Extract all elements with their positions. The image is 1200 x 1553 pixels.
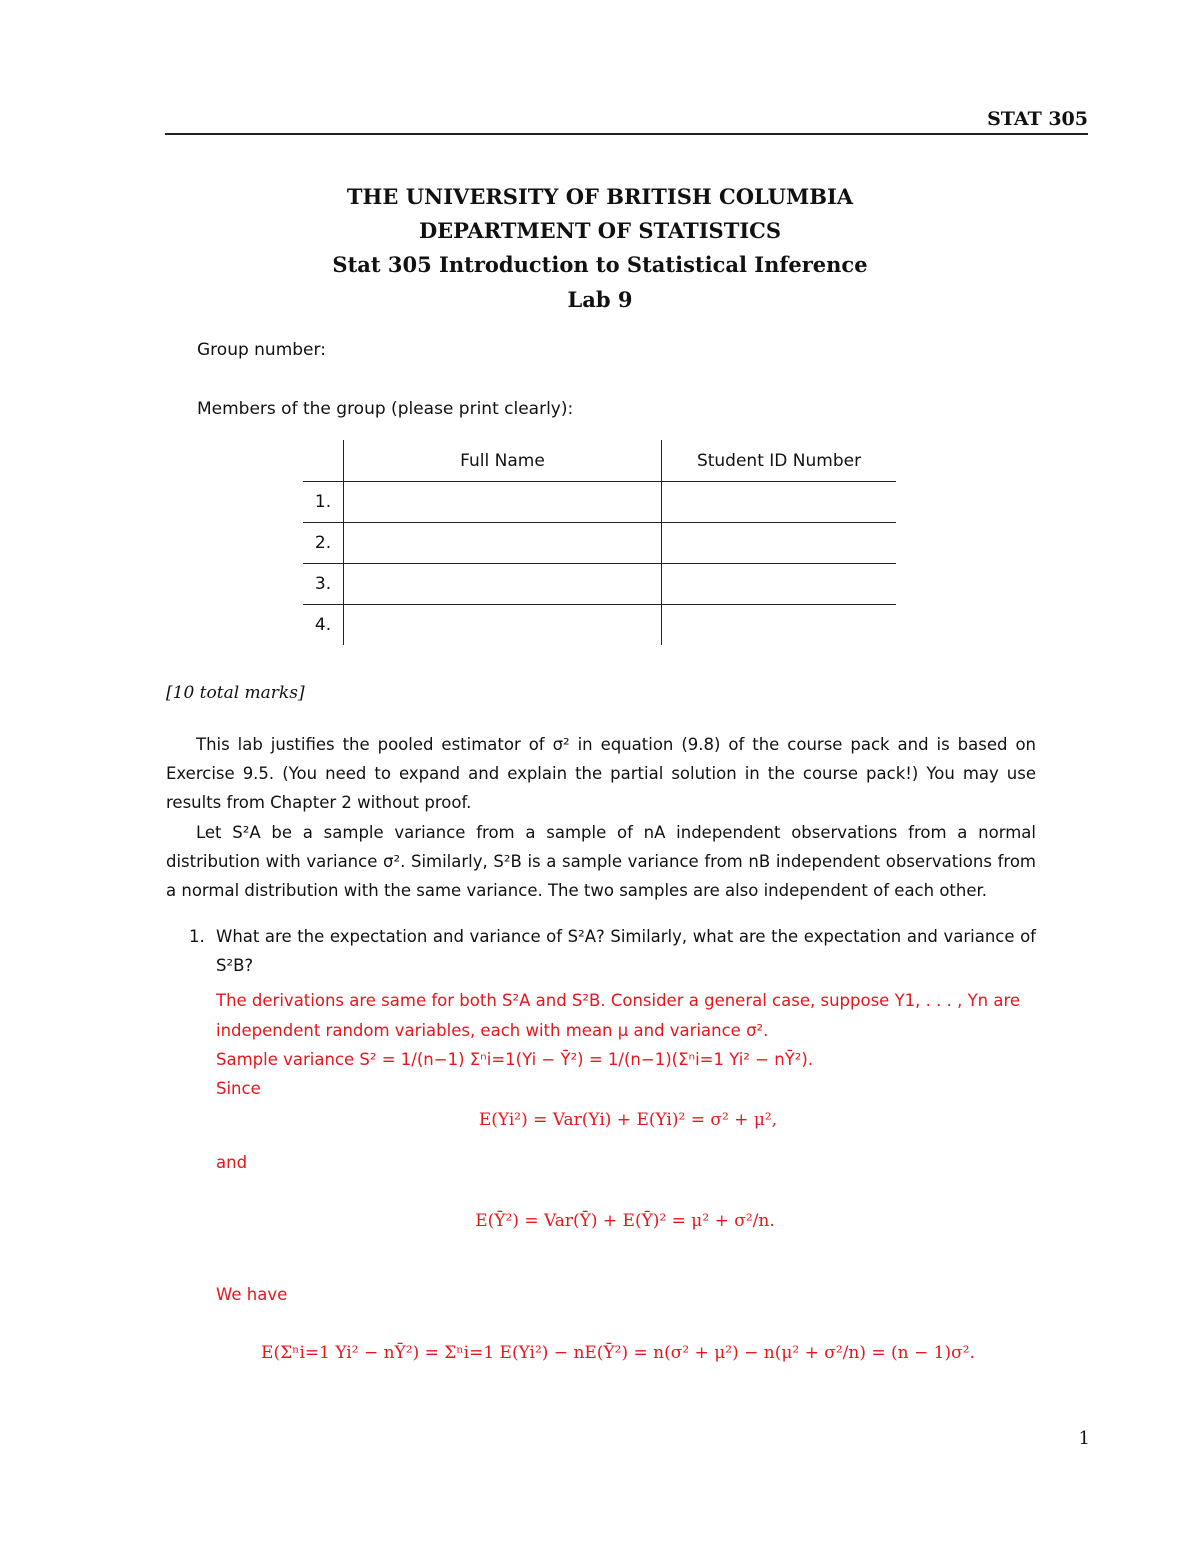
answer-line-1: The derivations are same for both S²A and S²B. Consider a general case, suppose Y1, . . . , Yn are	[216, 991, 1021, 1010]
full-name-cell[interactable]	[344, 564, 662, 605]
student-id-cell[interactable]	[662, 605, 897, 646]
table-header-full-name: Full Name	[344, 440, 662, 482]
equation-2: E(Ȳ²) = Var(Ȳ) + E(Ȳ)² = μ² + σ²/n.	[475, 1211, 775, 1231]
members-table	[303, 440, 896, 645]
row-number: 4.	[303, 605, 344, 646]
student-id-cell[interactable]	[662, 564, 897, 605]
lab-title: Lab 9	[567, 287, 633, 312]
answer-since: Since	[216, 1079, 261, 1098]
row-number: 1.	[303, 482, 344, 523]
answer-line-2: independent random variables, each with mean μ and variance σ².	[216, 1021, 769, 1040]
answer-and: and	[216, 1153, 248, 1172]
table-row	[303, 482, 896, 523]
table-row	[303, 605, 896, 646]
equation-3: E(Σⁿi=1 Yi² − nȲ²) = Σⁿi=1 E(Yi²) − nE(Ȳ²) = n(σ² + μ²) − n(μ² + σ²/n) = (n − 1)σ².	[261, 1343, 975, 1363]
members-label: Members of the group (please print clearly):	[197, 399, 574, 419]
student-id-cell[interactable]	[662, 482, 897, 523]
student-id-cell[interactable]	[662, 523, 897, 564]
answer-line-3: Sample variance S² = 1/(n−1) Σⁿi=1(Yi − Ȳ²) = 1/(n−1)(Σⁿi=1 Yi² − nȲ²).	[216, 1050, 814, 1069]
row-number: 3.	[303, 564, 344, 605]
course-code-header: STAT 305	[987, 108, 1088, 130]
full-name-cell[interactable]	[344, 605, 662, 646]
course-title: Stat 305 Introduction to Statistical Inference	[332, 252, 868, 277]
full-name-cell[interactable]	[344, 482, 662, 523]
intro-paragraph-1: This lab justifies the pooled estimator of σ² in equation (9.8) of the course pack and is based on Exercise 9.5. (You need to expand and explain the partial solution in the course pack!) You may use results from Chapter 2 without proof.	[166, 735, 1036, 812]
group-number-label: Group number:	[197, 340, 326, 360]
header-rule	[165, 133, 1088, 135]
table-header-student-id: Student ID Number	[696, 450, 862, 471]
university-title: THE UNIVERSITY OF BRITISH COLUMBIA	[346, 184, 854, 209]
table-row	[303, 564, 896, 605]
total-marks: [10 total marks]	[166, 683, 305, 703]
full-name-cell[interactable]	[344, 523, 662, 564]
table-row	[303, 523, 896, 564]
answer-we-have: We have	[216, 1285, 288, 1304]
row-number: 2.	[303, 523, 344, 564]
table-header-index	[303, 440, 344, 482]
equation-1: E(Yi²) = Var(Yi) + E(Yi)² = σ² + μ²,	[478, 1110, 778, 1130]
question-number: 1.	[189, 927, 205, 946]
department-title: DEPARTMENT OF STATISTICS	[418, 218, 782, 243]
page-number: 1	[1078, 1428, 1090, 1449]
intro-paragraph-2: Let S²A be a sample variance from a sample of nA independent observations from a normal distribution with variance σ². Similarly, S²B is a sample variance from nB independent observations from a normal distribution with the same variance. The two samples are also independent of each other.	[166, 823, 1036, 900]
question-text: What are the expectation and variance of S²A? Similarly, what are the expectation and variance of S²B?	[216, 927, 1036, 975]
